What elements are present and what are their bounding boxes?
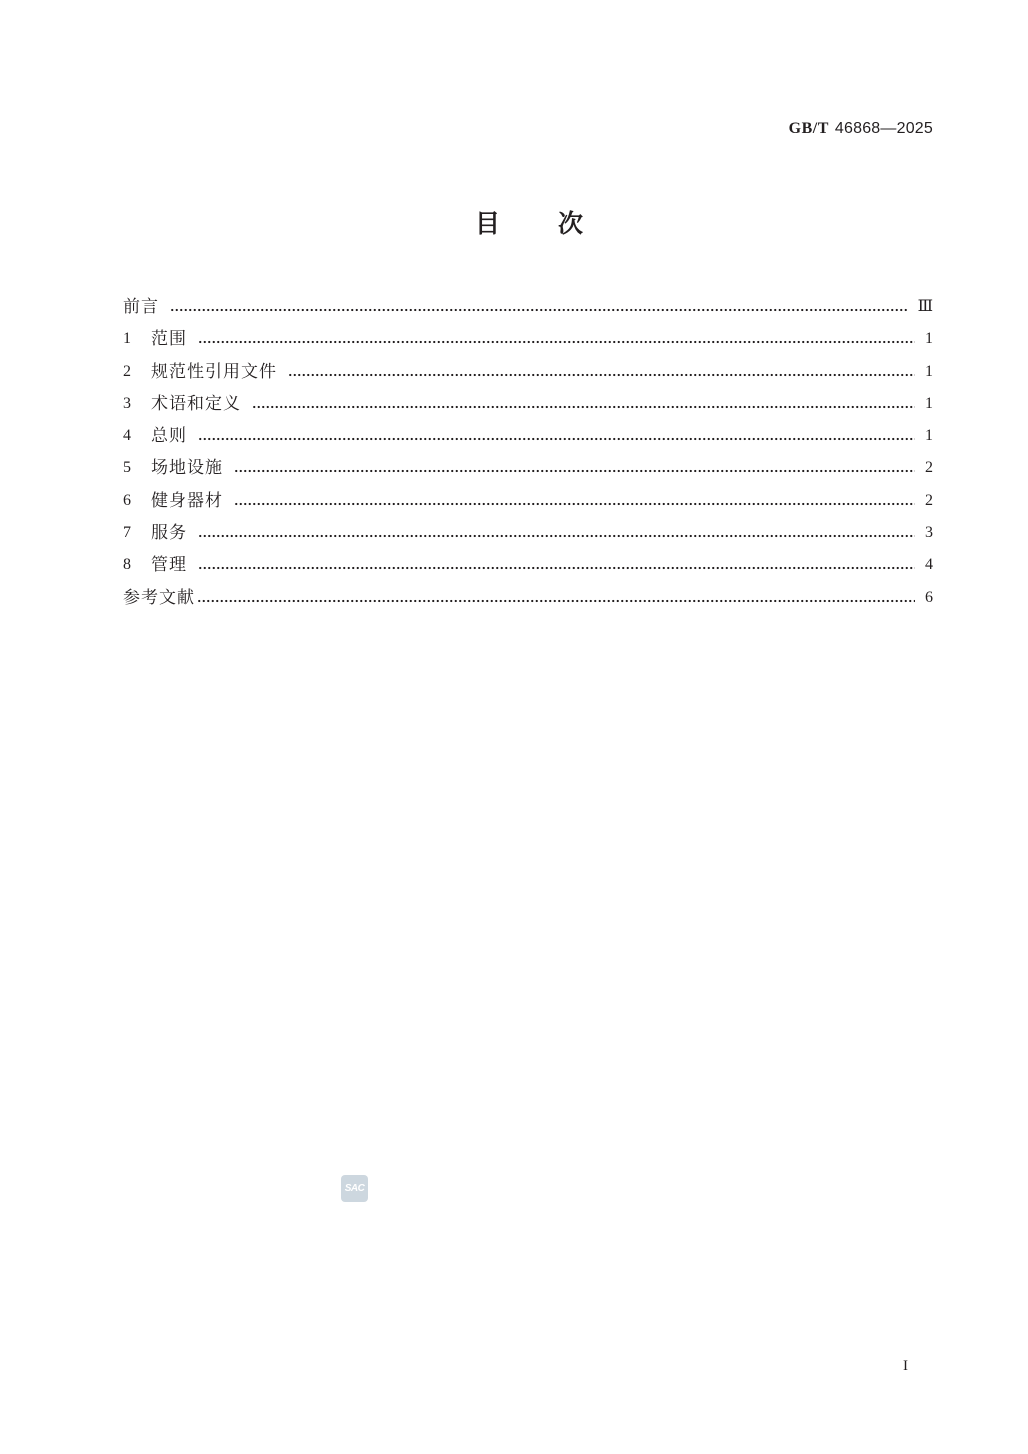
toc-entry-page: 1: [925, 427, 933, 445]
toc-entry-page: 1: [925, 362, 933, 380]
toc-entry-terms-definitions[interactable]: [123, 388, 933, 420]
toc-entry-page: 1: [925, 330, 933, 348]
dot-leader: [170, 291, 908, 323]
toc-entry-label: 术语和定义: [151, 393, 241, 413]
toc-entry-label: 场地设施: [151, 458, 223, 478]
toc-entry-services[interactable]: [123, 517, 933, 549]
toc-entry-number: 5: [123, 459, 131, 477]
toc-entry-page: 2: [925, 459, 933, 477]
toc-entry-management[interactable]: [123, 549, 933, 581]
toc-entry-label: 管理: [151, 555, 187, 575]
dot-leader: [234, 452, 915, 484]
toc-entry-label: 前言: [123, 297, 159, 316]
toc-entry-number: 7: [123, 524, 131, 542]
standard-code-number: 46868—2025: [834, 120, 933, 137]
toc-entry-page: 1: [925, 394, 933, 412]
toc-entry-label: 范围: [151, 329, 187, 349]
toc-entry-bibliography[interactable]: [123, 582, 933, 614]
toc-entry-page: 6: [925, 588, 933, 606]
dot-leader: [198, 323, 915, 355]
toc-entry-label: 总则: [151, 426, 187, 446]
dot-leader: [252, 388, 915, 420]
toc-entry-number: 4: [123, 427, 131, 445]
toc-entry-page: 2: [925, 491, 933, 509]
toc-entry-number: 6: [123, 491, 131, 509]
toc-entry-scope[interactable]: [123, 323, 933, 355]
toc-entry-number: 8: [123, 556, 131, 574]
dot-leader: [198, 420, 915, 452]
toc-entry-number: 2: [123, 362, 131, 380]
toc-entry-foreword[interactable]: [123, 291, 933, 323]
toc-entry-general[interactable]: [123, 420, 933, 452]
toc-entry-label: 服务: [151, 523, 187, 543]
page-title-char-2: 次: [558, 209, 584, 238]
toc-entry-number: 1: [123, 330, 131, 348]
standard-code-prefix: GB/T: [788, 120, 829, 137]
table-of-contents: [123, 291, 933, 614]
dot-leader: [197, 582, 915, 614]
page-number: I: [903, 1358, 908, 1374]
dot-leader: [198, 549, 915, 581]
toc-entry-label: 健身器材: [151, 490, 223, 510]
toc-entry-page: 4: [925, 556, 933, 574]
toc-entry-fitness-equipment[interactable]: [123, 485, 933, 517]
dot-leader: [198, 517, 915, 549]
toc-entry-normative-references[interactable]: [123, 356, 933, 388]
toc-entry-label: 规范性引用文件: [151, 361, 277, 381]
toc-entry-label: 参考文献: [123, 587, 195, 607]
standard-code-header: [789, 119, 933, 139]
toc-entry-page: Ⅲ: [917, 298, 933, 315]
toc-entry-venue-facilities[interactable]: [123, 452, 933, 484]
dot-leader: [288, 356, 915, 388]
sac-watermark-logo: SAC: [341, 1175, 368, 1202]
toc-entry-number: 3: [123, 394, 131, 412]
toc-entry-page: 3: [925, 524, 933, 542]
page-title-char-1: 目: [475, 209, 501, 238]
dot-leader: [234, 485, 915, 517]
